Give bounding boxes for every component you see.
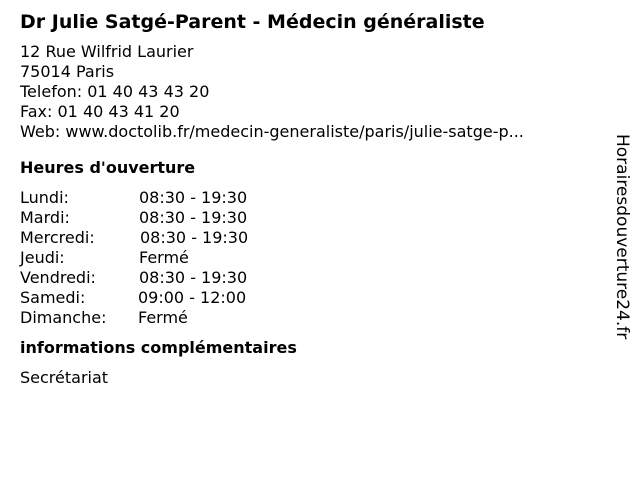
hours-list [20,188,600,328]
hours-row-tuesday [20,208,600,228]
extra-info-heading: informations complémentaires [20,338,297,357]
hours-row-friday [20,268,600,288]
phone-line [20,82,600,102]
day-hours: 09:00 - 12:00 [138,288,247,307]
phone-label: Telefon: [20,82,83,101]
web-line [20,122,600,142]
hours-heading: Heures d'ouverture [20,158,196,177]
day-hours: 08:30 - 19:30 [139,208,248,227]
day-label: Vendredi: [20,268,96,287]
website-link[interactable]: www.doctolib.fr/medecin-generaliste/paris/julie-satge-p... [65,122,524,141]
day-hours: 08:30 - 19:30 [140,228,249,247]
day-hours: 08:30 - 19:30 [139,188,248,207]
address-street: 12 Rue Wilfrid Laurier [20,42,194,61]
day-label: Samedi: [20,288,86,307]
day-label: Lundi: [20,188,69,207]
hours-row-sunday [20,308,600,328]
site-watermark: Horairesdouverture24.fr [612,134,632,340]
hours-row-thursday [20,248,600,268]
extra-info-item: Secrétariat [20,368,109,387]
hours-row-monday [20,188,600,208]
hours-row-wednesday [20,228,600,248]
fax-line [20,102,600,122]
day-label: Mercredi: [20,228,95,247]
day-label: Dimanche: [20,308,107,327]
day-hours: 08:30 - 19:30 [139,268,248,287]
hours-row-saturday [20,288,600,308]
address-city: 75014 Paris [20,62,115,81]
day-hours: Fermé [138,308,188,327]
page-title: Dr Julie Satgé-Parent - Médecin généraliste [20,11,485,33]
day-label: Jeudi: [20,248,65,267]
phone-number[interactable]: 01 40 43 43 20 [87,82,210,101]
fax-label: Fax: [20,102,53,121]
day-label: Mardi: [20,208,70,227]
business-card [20,8,600,388]
day-hours: Fermé [139,248,189,267]
web-label: Web: [20,122,61,141]
fax-number: 01 40 43 41 20 [57,102,180,121]
